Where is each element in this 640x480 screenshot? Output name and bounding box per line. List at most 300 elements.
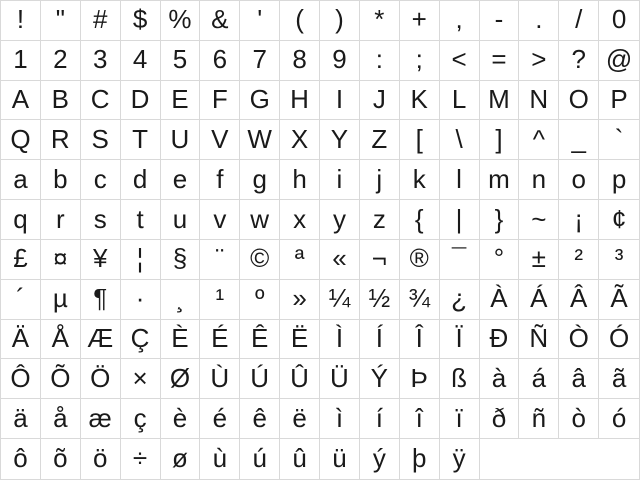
glyph-cell[interactable] [400, 320, 440, 360]
glyph-cell[interactable] [81, 359, 121, 399]
glyph: ò [571, 402, 586, 433]
glyph-cell[interactable] [480, 320, 520, 360]
glyph-cell[interactable] [360, 280, 400, 320]
glyph: Ý [370, 362, 388, 393]
glyph: A [11, 84, 30, 115]
glyph-cell[interactable] [480, 240, 520, 280]
glyph-cell[interactable] [161, 240, 201, 280]
glyph-cell[interactable] [559, 81, 599, 121]
glyph-cell[interactable] [200, 81, 240, 121]
glyph: ½ [368, 283, 391, 314]
glyph-cell[interactable] [161, 280, 201, 320]
glyph-cell[interactable] [599, 160, 639, 200]
glyph-cell[interactable] [440, 399, 480, 439]
glyph: u [172, 203, 188, 234]
glyph: ; [415, 44, 423, 75]
glyph: ü [332, 443, 347, 474]
glyph: ¦ [136, 243, 144, 274]
glyph-cell[interactable] [400, 160, 440, 200]
glyph: O [568, 84, 589, 115]
glyph-cell[interactable] [480, 160, 520, 200]
glyph-cell[interactable] [320, 439, 360, 479]
glyph-cell[interactable] [200, 200, 240, 240]
glyph-cell[interactable] [240, 120, 280, 160]
glyph-cell[interactable] [200, 1, 240, 41]
glyph: l [456, 163, 462, 194]
glyph: Ê [251, 323, 269, 354]
glyph: ³ [614, 243, 624, 274]
glyph: × [132, 362, 148, 393]
glyph-cell[interactable] [480, 200, 520, 240]
glyph-cell[interactable] [519, 359, 559, 399]
glyph-cell[interactable] [360, 81, 400, 121]
glyph: Í [375, 323, 383, 354]
glyph-cell[interactable] [599, 1, 639, 41]
glyph-cell[interactable] [200, 160, 240, 200]
glyph: R [50, 123, 70, 154]
glyph: Y [330, 123, 349, 154]
glyph: H [290, 84, 309, 115]
glyph-cell[interactable] [121, 1, 161, 41]
glyph-cell[interactable] [559, 200, 599, 240]
glyph-cell[interactable] [480, 41, 520, 81]
glyph-cell[interactable] [121, 41, 161, 81]
glyph-cell[interactable] [519, 1, 559, 41]
glyph-cell[interactable] [599, 280, 639, 320]
glyph: Ù [210, 362, 230, 393]
glyph-cell[interactable] [81, 280, 121, 320]
glyph: ä [13, 402, 28, 433]
glyph-cell[interactable] [121, 200, 161, 240]
glyph-cell[interactable] [240, 41, 280, 81]
glyph: É [211, 323, 229, 354]
glyph-cell[interactable] [519, 41, 559, 81]
glyph: ö [92, 443, 108, 474]
glyph-cell[interactable] [360, 200, 400, 240]
glyph-cell[interactable] [440, 81, 480, 121]
glyph-cell[interactable] [161, 359, 201, 399]
glyph-cell[interactable] [240, 240, 280, 280]
glyph-cell[interactable] [161, 399, 201, 439]
glyph-cell[interactable] [1, 200, 41, 240]
glyph: T [132, 123, 148, 154]
glyph: ¤ [53, 243, 68, 274]
glyph-cell[interactable] [360, 399, 400, 439]
glyph-cell[interactable] [41, 160, 81, 200]
glyph: , [455, 4, 463, 35]
glyph-cell[interactable] [320, 81, 360, 121]
glyph-cell[interactable] [400, 399, 440, 439]
glyph: ~ [531, 203, 547, 234]
glyph: h [292, 163, 307, 194]
glyph-cell[interactable] [161, 41, 201, 81]
glyph-cell[interactable] [121, 359, 161, 399]
glyph-cell[interactable] [360, 320, 400, 360]
glyph: t [136, 203, 144, 234]
glyph: ð [491, 402, 507, 433]
glyph-cell[interactable] [320, 399, 360, 439]
glyph: ® [409, 243, 429, 274]
glyph-cell[interactable] [1, 280, 41, 320]
glyph: Ó [608, 323, 630, 354]
glyph-cell[interactable] [400, 280, 440, 320]
glyph: ù [212, 443, 228, 474]
glyph: î [415, 402, 423, 433]
glyph-cell[interactable] [400, 359, 440, 399]
glyph: Ñ [529, 323, 549, 354]
glyph: " [55, 4, 65, 35]
glyph: Ì [335, 323, 344, 354]
glyph-cell[interactable] [400, 1, 440, 41]
glyph-cell[interactable] [1, 320, 41, 360]
glyph-cell[interactable] [200, 399, 240, 439]
glyph: \ [455, 123, 463, 154]
glyph-cell[interactable] [41, 41, 81, 81]
glyph-cell[interactable] [599, 41, 639, 81]
glyph: ¡ [574, 203, 584, 234]
glyph-cell[interactable] [1, 439, 41, 479]
glyph-cell[interactable] [41, 200, 81, 240]
glyph: g [252, 163, 267, 194]
glyph: ) [335, 4, 344, 35]
glyph-cell[interactable] [41, 81, 81, 121]
glyph: Ú [250, 362, 270, 393]
glyph: » [292, 283, 307, 314]
glyph-cell[interactable] [599, 399, 639, 439]
glyph: ê [252, 402, 267, 433]
glyph-cell[interactable] [200, 320, 240, 360]
glyph: # [92, 4, 108, 35]
glyph: x [293, 203, 307, 234]
glyph-cell[interactable] [360, 439, 400, 479]
glyph-cell[interactable] [121, 280, 161, 320]
glyph-cell[interactable] [320, 320, 360, 360]
glyph: £ [13, 243, 28, 274]
glyph-cell[interactable] [559, 1, 599, 41]
glyph-cell[interactable] [599, 120, 639, 160]
glyph-cell[interactable] [200, 280, 240, 320]
glyph-cell[interactable] [41, 320, 81, 360]
glyph-cell[interactable] [161, 439, 201, 479]
glyph-cell[interactable] [440, 320, 480, 360]
glyph-cell[interactable] [400, 439, 440, 479]
glyph: ý [372, 443, 386, 474]
glyph: ¥ [92, 243, 108, 274]
glyph: < [451, 44, 467, 75]
glyph: º [254, 283, 265, 314]
glyph-cell[interactable] [81, 120, 121, 160]
glyph-cell[interactable] [200, 41, 240, 81]
empty-cell [599, 439, 639, 479]
glyph-cell[interactable] [320, 1, 360, 41]
glyph-cell[interactable] [1, 359, 41, 399]
glyph-cell[interactable] [280, 41, 320, 81]
glyph: | [455, 203, 463, 234]
glyph-cell[interactable] [519, 320, 559, 360]
glyph: J [372, 84, 386, 115]
glyph: { [414, 203, 424, 234]
glyph-cell[interactable] [280, 160, 320, 200]
glyph-cell[interactable] [81, 1, 121, 41]
glyph-cell[interactable] [440, 280, 480, 320]
glyph-cell[interactable] [121, 81, 161, 121]
glyph-cell[interactable] [320, 280, 360, 320]
glyph: F [211, 84, 228, 115]
glyph: X [290, 123, 309, 154]
glyph-cell[interactable] [81, 240, 121, 280]
glyph: N [529, 84, 549, 115]
glyph: 1 [13, 44, 28, 75]
glyph-cell[interactable] [240, 359, 280, 399]
glyph-cell[interactable] [599, 200, 639, 240]
glyph-cell[interactable] [200, 240, 240, 280]
glyph: æ [88, 402, 112, 433]
glyph-cell[interactable] [280, 120, 320, 160]
glyph-cell[interactable] [519, 81, 559, 121]
glyph-cell[interactable] [440, 439, 480, 479]
glyph-cell[interactable] [559, 399, 599, 439]
glyph: f [216, 163, 224, 194]
glyph-cell[interactable] [440, 240, 480, 280]
glyph: Ü [330, 362, 349, 393]
glyph: 2 [53, 44, 68, 75]
glyph-cell[interactable] [240, 399, 280, 439]
glyph-cell[interactable] [480, 359, 520, 399]
glyph-cell[interactable] [41, 120, 81, 160]
glyph-cell[interactable] [559, 359, 599, 399]
glyph-cell[interactable] [121, 399, 161, 439]
glyph-cell[interactable] [360, 359, 400, 399]
glyph-cell[interactable] [200, 120, 240, 160]
glyph: 7 [252, 44, 267, 75]
glyph-cell[interactable] [280, 399, 320, 439]
glyph-cell[interactable] [161, 200, 201, 240]
glyph-cell[interactable] [280, 359, 320, 399]
glyph: ' [257, 4, 263, 35]
glyph-cell[interactable] [599, 81, 639, 121]
glyph: È [171, 323, 189, 354]
glyph-cell[interactable] [240, 280, 280, 320]
glyph-cell[interactable] [599, 359, 639, 399]
glyph-cell[interactable] [41, 240, 81, 280]
glyph: Â [570, 283, 588, 314]
glyph-cell[interactable] [121, 240, 161, 280]
glyph-cell[interactable] [200, 439, 240, 479]
glyph: « [332, 243, 347, 274]
glyph-cell[interactable] [599, 320, 639, 360]
glyph-cell[interactable] [400, 41, 440, 81]
glyph-cell[interactable] [240, 81, 280, 121]
glyph-cell[interactable] [440, 200, 480, 240]
glyph-cell[interactable] [280, 320, 320, 360]
glyph-cell[interactable] [320, 240, 360, 280]
glyph: é [212, 402, 228, 433]
glyph-cell[interactable] [480, 81, 520, 121]
glyph-cell[interactable] [81, 160, 121, 200]
glyph-cell[interactable] [400, 120, 440, 160]
glyph-cell[interactable] [320, 41, 360, 81]
glyph: ñ [531, 402, 547, 433]
glyph-cell[interactable] [440, 120, 480, 160]
glyph: + [411, 4, 427, 35]
glyph-cell[interactable] [480, 120, 520, 160]
glyph: 9 [332, 44, 347, 75]
glyph-cell[interactable] [161, 320, 201, 360]
glyph-cell[interactable] [320, 200, 360, 240]
glyph-cell[interactable] [200, 359, 240, 399]
glyph-cell[interactable] [519, 240, 559, 280]
glyph: U [170, 123, 190, 154]
glyph-cell[interactable] [559, 240, 599, 280]
glyph: d [132, 163, 148, 194]
glyph-cell[interactable] [41, 1, 81, 41]
glyph: Ä [11, 323, 30, 354]
glyph-cell[interactable] [320, 359, 360, 399]
glyph-cell[interactable] [280, 81, 320, 121]
glyph-cell[interactable] [81, 200, 121, 240]
glyph-cell[interactable] [480, 280, 520, 320]
glyph-cell[interactable] [320, 160, 360, 200]
glyph: þ [411, 443, 427, 474]
glyph: Ô [10, 362, 31, 393]
glyph: ¬ [371, 243, 387, 274]
glyph-cell[interactable] [280, 240, 320, 280]
glyph: 3 [92, 44, 108, 75]
glyph-cell[interactable] [41, 439, 81, 479]
glyph-cell[interactable] [81, 399, 121, 439]
glyph: ï [455, 402, 463, 433]
glyph-cell[interactable] [559, 280, 599, 320]
glyph-cell[interactable] [1, 399, 41, 439]
glyph-cell[interactable] [161, 81, 201, 121]
glyph-cell[interactable] [240, 320, 280, 360]
glyph: Ï [455, 323, 463, 354]
glyph-cell[interactable] [1, 120, 41, 160]
glyph: ] [495, 123, 503, 154]
glyph: è [172, 402, 188, 433]
glyph-cell[interactable] [599, 240, 639, 280]
glyph: Þ [410, 362, 428, 393]
glyph-cell[interactable] [519, 160, 559, 200]
glyph-cell[interactable] [161, 160, 201, 200]
glyph: Ç [130, 323, 150, 354]
glyph: 0 [611, 4, 627, 35]
glyph-cell[interactable] [360, 160, 400, 200]
glyph-cell[interactable] [161, 120, 201, 160]
glyph-cell[interactable] [440, 1, 480, 41]
glyph-cell[interactable] [121, 120, 161, 160]
glyph-cell[interactable] [440, 160, 480, 200]
glyph-cell[interactable] [559, 320, 599, 360]
glyph-cell[interactable] [1, 160, 41, 200]
glyph: ! [16, 4, 25, 35]
glyph-cell[interactable] [1, 240, 41, 280]
glyph-cell[interactable] [121, 160, 161, 200]
glyph-cell[interactable] [400, 240, 440, 280]
glyph-cell[interactable] [519, 399, 559, 439]
glyph: s [93, 203, 107, 234]
glyph: § [172, 243, 188, 274]
glyph: % [168, 4, 192, 35]
glyph-cell[interactable] [559, 120, 599, 160]
glyph-cell[interactable] [360, 41, 400, 81]
glyph-cell[interactable] [519, 280, 559, 320]
glyph: @ [605, 44, 633, 75]
glyph: Q [10, 123, 31, 154]
glyph-cell[interactable] [81, 439, 121, 479]
glyph: p [611, 163, 627, 194]
glyph: W [247, 123, 272, 154]
glyph-cell[interactable] [81, 320, 121, 360]
glyph: D [130, 84, 150, 115]
glyph-cell[interactable] [480, 1, 520, 41]
glyph: * [374, 4, 385, 35]
glyph-cell[interactable] [121, 439, 161, 479]
glyph: P [610, 84, 628, 115]
glyph-cell[interactable] [81, 81, 121, 121]
glyph-cell[interactable] [559, 160, 599, 200]
glyph-cell[interactable] [1, 41, 41, 81]
glyph-cell[interactable] [360, 240, 400, 280]
glyph: e [172, 163, 188, 194]
glyph-cell[interactable] [360, 120, 400, 160]
glyph-cell[interactable] [240, 160, 280, 200]
glyph-cell[interactable] [41, 280, 81, 320]
glyph: M [488, 84, 510, 115]
glyph: G [249, 84, 270, 115]
glyph-cell[interactable] [280, 1, 320, 41]
glyph-cell[interactable] [280, 280, 320, 320]
glyph: Å [51, 323, 69, 354]
glyph-cell[interactable] [280, 200, 320, 240]
glyph-cell[interactable] [41, 359, 81, 399]
glyph: ¯ [451, 243, 467, 274]
glyph: ´ [16, 283, 25, 314]
glyph-cell[interactable] [240, 200, 280, 240]
glyph-cell[interactable] [280, 439, 320, 479]
glyph: ` [614, 123, 624, 154]
glyph: 6 [212, 44, 228, 75]
glyph-cell[interactable] [1, 81, 41, 121]
glyph-cell[interactable] [360, 1, 400, 41]
glyph-cell[interactable] [559, 41, 599, 81]
glyph-cell[interactable] [519, 120, 559, 160]
glyph-cell[interactable] [440, 41, 480, 81]
glyph-cell[interactable] [121, 320, 161, 360]
glyph: Z [371, 123, 388, 154]
glyph: - [494, 4, 504, 35]
glyph: Û [290, 362, 309, 393]
glyph: ú [252, 443, 267, 474]
glyph-cell[interactable] [440, 359, 480, 399]
glyph-cell[interactable] [161, 1, 201, 41]
glyph: ° [493, 243, 505, 274]
glyph: ì [335, 402, 344, 433]
glyph-cell[interactable] [320, 120, 360, 160]
glyph-cell[interactable] [81, 41, 121, 81]
glyph-cell[interactable] [240, 439, 280, 479]
glyph: Ø [169, 362, 191, 393]
glyph-cell[interactable] [480, 399, 520, 439]
glyph-cell[interactable] [519, 200, 559, 240]
glyph-cell[interactable] [400, 81, 440, 121]
glyph-cell[interactable] [400, 200, 440, 240]
glyph: © [250, 243, 270, 274]
glyph-cell[interactable] [240, 1, 280, 41]
glyph: $ [132, 4, 148, 35]
glyph-cell[interactable] [41, 399, 81, 439]
glyph-cell[interactable] [1, 1, 41, 41]
